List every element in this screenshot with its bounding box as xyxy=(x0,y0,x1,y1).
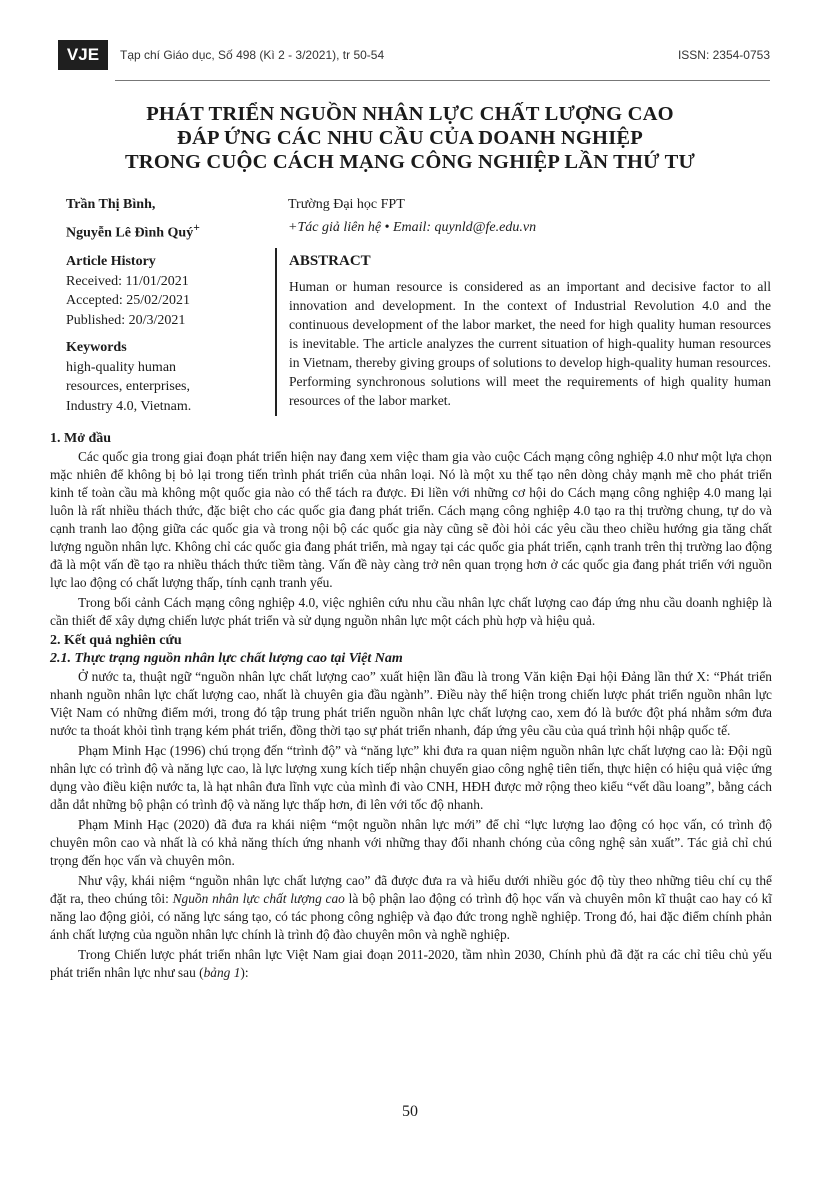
keywords-line-3: Industry 4.0, Vietnam. xyxy=(66,398,192,414)
section-heading-intro: 1. Mở đầu xyxy=(50,431,112,446)
history-heading: Article History xyxy=(66,254,156,269)
author-1: Trần Thị Bình, xyxy=(66,197,156,212)
issn: ISSN: 2354-0753 xyxy=(677,48,770,62)
paragraph: Trong Chiến lược phát triển nhân lực Việt Nam giai đoạn 2011-2020, tầm nhìn 2030, Chính phủ đã đặt ra các chỉ tiêu chủ yếu phát triển nhân lực như sau (bảng 1): xyxy=(50,947,772,980)
affiliation: Trường Đại học FPT xyxy=(288,197,405,212)
header-rule xyxy=(115,80,770,81)
subsection-heading: 2.1. Thực trạng nguồn nhân lực chất lượng cao tại Việt Nam xyxy=(50,651,403,666)
title-line-2: ĐÁP ỨNG CÁC NHU CẦU CỦA DOANH NGHIỆP xyxy=(177,127,643,149)
page-number: 50 xyxy=(402,1103,418,1120)
keywords-block xyxy=(66,338,266,416)
author-list xyxy=(66,193,200,245)
accepted-date: Accepted: 25/02/2021 xyxy=(66,293,191,308)
paragraph: Trong bối cảnh Cách mạng công nghiệp 4.0, việc nghiên cứu nhu cầu nhân lực chất lượng cao đáp ứng nhu cầu doanh nghiệp là cần thiết để xây dựng chiến lược phát triển và sử dụng nguồn nhân lực một cách phù hợp và hiệu quả. xyxy=(50,595,772,628)
received-date: Received: 11/01/2021 xyxy=(66,273,189,289)
abstract-divider xyxy=(275,248,277,416)
journal-citation: Tạp chí Giáo dục, Số 498 (Kì 2 - 3/2021), tr 50-54 xyxy=(120,48,385,62)
definition-term: Nguồn nhân lực chất lượng cao xyxy=(172,891,345,906)
paragraph: Phạm Minh Hạc (1996) chú trọng đến “trình độ” và “năng lực” khi đưa ra quan niệm nguồn nhân lực chất lượng cao là: Đội ngũ nhân lực có trình độ và năng lực cao, là lực lượng xung kích tiếp nhận chuyển giao công nghệ tiên tiến, thực hiện có hiệu quả việc ứng dụng vào điều kiện nước ta, là hạt nhân đưa lĩnh vực của mình đi vào CNH, HĐH được mở rộng theo kiểu “vết dầu loang”, bằng cách dẫn dắt những bộ phận có trình độ và năng lực thấp hơn, đi lên với tốc độ nhanh. xyxy=(50,743,772,812)
abstract xyxy=(289,252,771,410)
title-line-3: TRONG CUỘC CÁCH MẠNG CÔNG NGHIỆP LẦN THỨ TƯ xyxy=(124,151,696,173)
section-heading-results: 2. Kết quả nghiên cứu xyxy=(50,633,182,648)
article-history xyxy=(66,252,266,330)
title-line-1: PHÁT TRIỂN NGUỒN NHÂN LỰC CHẤT LƯỢNG CAO xyxy=(146,103,674,125)
affiliation-block xyxy=(288,193,536,239)
keywords-line-2: resources, enterprises, xyxy=(66,379,191,394)
abstract-text: Human or human resource is considered as an important and decisive factor to all innovation and development. In the context of Industrial Revolution 4.0 and the continuous development of the labor market, the need for high quality human resources is inevitable. The article analyzes the current situation of high-quality human resources in Vietnam, thereby giving groups of solutions to develop high-quality human resources. Performing synchronous solutions will meet the requirements of high quality human resources of the labor market. xyxy=(289,279,771,408)
table-reference: bảng 1 xyxy=(203,965,241,980)
published-date: Published: 20/3/2021 xyxy=(66,312,186,328)
paragraph: Phạm Minh Hạc (2020) đã đưa ra khái niệm “một nguồn nhân lực mới” để chỉ “lực lượng lao động có học vấn, có trình độ chuyên môn cao và nhất là có khả năng thích ứng nhanh với những thay đổi nhanh chóng của công nghệ sản xuất”. Tác giả chỉ chú trọng đến học vấn và chuyên môn. xyxy=(50,817,772,868)
paragraph: Các quốc gia trong giai đoạn phát triển hiện nay đang xem việc tham gia vào cuộc Cách mạng công nghiệp 4.0 như một lựa chọn mặc nhiên để không bị bỏ lại trong tiến trình phát triển của nhân loại. Nó là một xu thế tạo nên dòng chảy mạnh mẽ cho phát triển kinh tế toàn cầu mà không một quốc gia nào có thể tách ra được. Đi liền với những cơ hội do Cách mạng công nghiệp 4.0 mang lại luôn là rất nhiều thách thức, đặc biệt cho các quốc gia đang phát triển. Cách mạng công nghiệp 4.0 tạo ra thị trường chung, tự do và cạnh tranh lao động giữa các quốc gia và trong nội bộ các quốc gia này cũng sẽ đòi hỏi các yêu cầu theo chiều hướng gia tăng chất lượng nguồn nhân lực. Không chỉ các quốc gia đang phát triển, mà ngay tại các quốc gia phát triển, cạnh tranh trên thị trường lao động đã là một vấn đề tạo ra nhiều thách thức tiềm tàng. Vấn đề này càng trở nên quan trọng hơn ở các quốc gia đang phát triển với nguồn lực lao động có chất lượng thấp, tính cạnh tranh yếu. xyxy=(50,449,772,590)
vje-logo: VJE xyxy=(58,40,108,70)
author-2: Nguyễn Lê Đình Quý+ xyxy=(66,221,200,241)
abstract-heading: ABSTRACT xyxy=(289,253,371,269)
journal-header xyxy=(58,40,770,70)
keywords-line-1: high-quality human xyxy=(66,359,177,375)
article-title xyxy=(60,102,760,174)
article-body xyxy=(50,430,772,984)
corresponding-mark: + xyxy=(193,221,200,234)
keywords-heading: Keywords xyxy=(66,340,127,355)
corresponding-contact: +Tác giả liên hệ • Email: quynld@fe.edu.vn xyxy=(288,220,537,235)
paragraph: Ở nước ta, thuật ngữ “nguồn nhân lực chất lượng cao” xuất hiện lần đầu là trong Văn kiện Đại hội Đảng lần thứ X: “Phát triển nhanh nguồn nhân lực chất lượng cao, nhất là chuyên gia đầu ngành”. Điều này thể hiện trong chiến lược phát triển nguồn nhân lực Việt Nam có những điểm mới, trong đó tập trung phát triển nguồn nhân lực chất lượng cao, xem đó là bước đột phá nhằm sớm đưa nước ta thoát khỏi tình trạng kém phát triển, đồng thời tạo sự phát triển nhanh, đáp ứng yêu cầu của quá trình hội nhập quốc tế. xyxy=(50,669,772,738)
paragraph: Như vậy, khái niệm “nguồn nhân lực chất lượng cao” đã được đưa ra và hiểu dưới nhiều góc độ tùy theo những tiêu chí cụ thể đặt ra, theo chúng tôi: Nguồn nhân lực chất lượng cao là bộ phận lao động có trình độ học vấn và chuyên môn kĩ thuật cao hay có kĩ năng lao động giỏi, có năng lực sáng tạo, có tác phong công nghiệp và đạo đức trong nghề nghiệp. Trong đó, hai đặc điểm chính phản ánh chất lượng của nguồn nhân lực chính là trình độ đào chuyên môn và nghề nghiệp. xyxy=(50,873,773,942)
